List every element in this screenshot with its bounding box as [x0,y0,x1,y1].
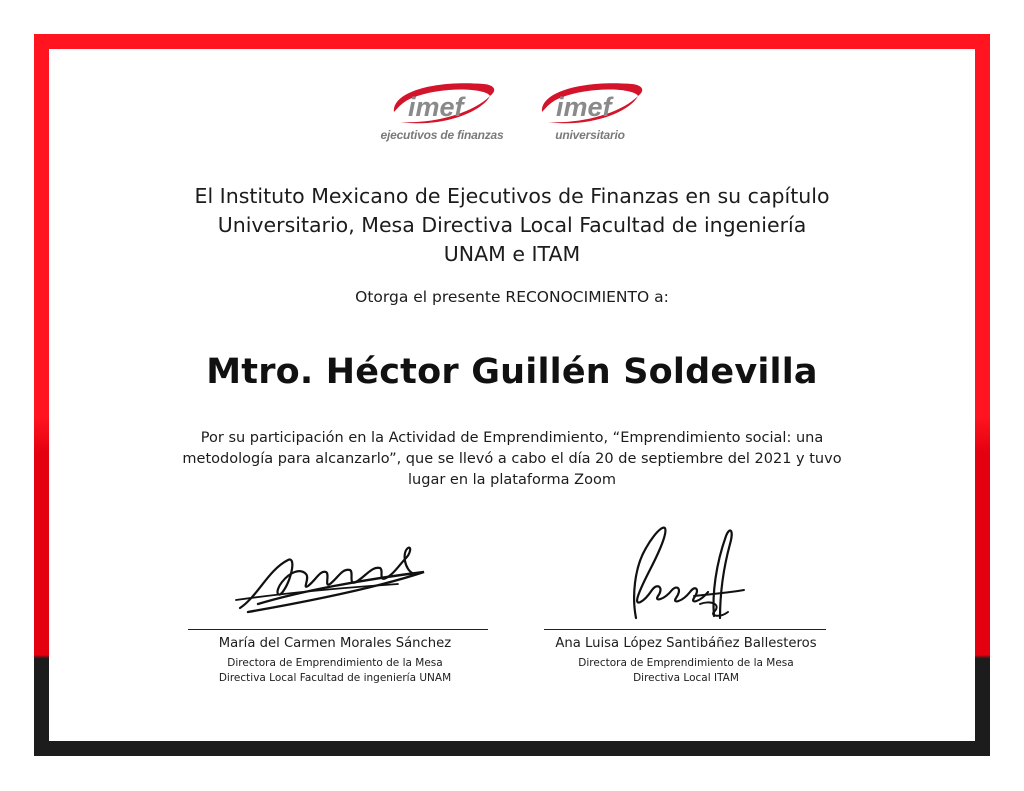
signature-left [188,508,488,630]
participation-detail [0,428,1024,491]
role-line: Directora de Emprendimiento de la Mesa [227,657,443,669]
imef-ejecutivos-logo [372,78,512,148]
recipient-name: Mtro. Héctor Guillén Soldevilla [206,352,818,392]
imef-ejecutivos-subtitle: ejecutivos de finanzas [380,128,504,142]
imef-universitario-logo [520,78,660,148]
imef-universitario-subtitle: universitario [555,128,625,142]
svg-text:imef: imef [408,92,464,122]
logo-row [0,78,1024,148]
signer-name-left: María del Carmen Morales Sánchez [218,636,452,651]
intro-line: El Instituto Mexicano de Ejecutivos de Finanzas en su capítulo [194,184,830,208]
role-line: Directiva Local ITAM [633,672,739,684]
role-line: Directora de Emprendimiento de la Mesa [578,657,794,669]
grant-text: Otorga el presente RECONOCIMIENTO a: [355,288,669,306]
svg-text:imef: imef [556,92,612,122]
imef-swoosh-icon [520,78,660,130]
intro-line: UNAM e ITAM [443,242,581,266]
signer-name-right: Ana Luisa López Santibáñez Ballesteros [555,636,817,651]
detail-line: lugar en la plataforma Zoom [408,472,616,488]
signer-role-right [516,656,856,686]
signer-role-left [170,656,500,686]
imef-swoosh-icon [372,78,512,130]
intro-text [0,182,1024,269]
intro-line: Universitario, Mesa Directiva Local Facultad de ingeniería [217,213,807,237]
detail-line: metodología para alcanzarlo”, que se llevó a cabo el día 20 de septiembre del 2021 y tuvo [182,451,842,467]
handwritten-signature-left [188,508,488,630]
role-line: Directiva Local Facultad de ingeniería UNAM [218,672,452,684]
signature-line-right [544,629,826,631]
detail-line: Por su participación en la Actividad de Emprendimiento, “Emprendimiento social: una [200,430,824,446]
signature-right [544,508,826,630]
handwritten-signature-right [544,508,826,630]
signature-line-left [188,629,488,631]
